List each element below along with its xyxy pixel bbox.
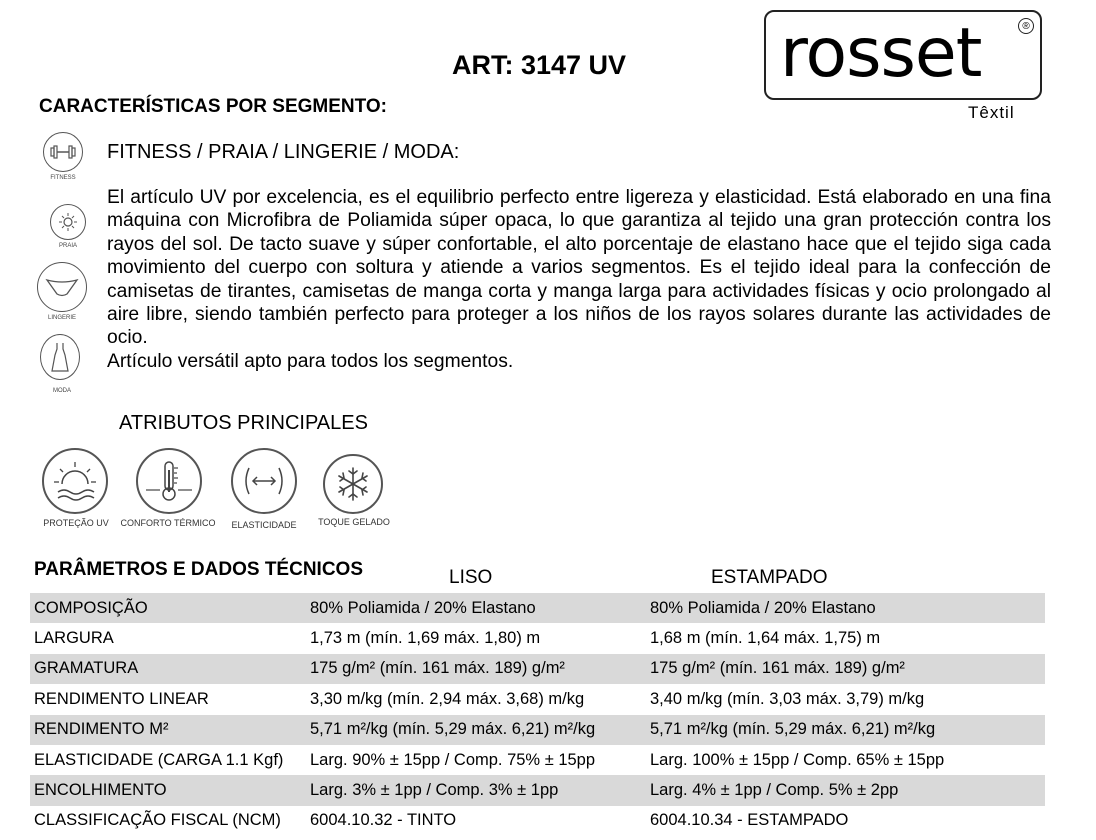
table-row (30, 775, 1045, 805)
sun-icon (50, 204, 86, 240)
attribute-caption: CONFORTO TÉRMICO (120, 518, 216, 528)
dress-icon (40, 334, 80, 380)
attribute-caption: ELASTICIDADE (231, 520, 297, 530)
table-row (30, 806, 1045, 836)
row-label: ENCOLHIMENTO (30, 775, 306, 805)
attribute-caption: PROTEÇÃO UV (43, 518, 109, 528)
uv-protection-icon (42, 448, 108, 514)
logo-subtitle: Têxtil (968, 103, 1015, 122)
cell-liso: Larg. 3% ± 1pp / Comp. 3% ± 1pp (306, 775, 646, 805)
table-row (30, 623, 1045, 653)
row-label: RENDIMENTO M² (30, 715, 306, 745)
attributes-heading: ATRIBUTOS PRINCIPALES (119, 412, 368, 434)
cell-liso: 3,30 m/kg (mín. 2,94 máx. 3,68) m/kg (310, 689, 585, 708)
segments-line: FITNESS / PRAIA / LINGERIE / MODA: (107, 141, 460, 163)
row-label: RENDIMENTO LINEAR (34, 689, 209, 708)
segment-caption: PRAIA (58, 243, 77, 249)
cell-liso: 80% Poliamida / 20% Elastano (306, 593, 646, 623)
specs-table (30, 593, 1045, 836)
cell-estampado: 6004.10.34 - ESTAMPADO (650, 811, 849, 830)
cell-estampado: 80% Poliamida / 20% Elastano (646, 593, 1045, 623)
cell-liso: 1,73 m (mín. 1,69 máx. 1,80) m (310, 629, 541, 648)
row-label: CLASSIFICAÇÃO FISCAL (NCM) (34, 811, 281, 830)
page-title: ART: 3147 UV (452, 50, 627, 80)
lingerie-icon (37, 262, 87, 312)
table-row (30, 684, 1045, 714)
cell-estampado: 3,40 m/kg (mín. 3,03 máx. 3,79) m/kg (650, 689, 925, 708)
registered-mark: ® (1018, 18, 1034, 34)
snowflake-icon (323, 454, 383, 514)
table-row (30, 745, 1045, 775)
cell-estampado: Larg. 4% ± 1pp / Comp. 5% ± 2pp (646, 775, 1045, 805)
segment-caption: MODA (53, 388, 71, 394)
row-label: LARGURA (34, 629, 114, 648)
cell-estampado: 5,71 m²/kg (mín. 5,29 máx. 6,21) m²/kg (646, 715, 1045, 745)
cell-liso: Larg. 90% ± 15pp / Comp. 75% ± 15pp (310, 750, 596, 769)
logo-brand: rosset (780, 14, 982, 93)
col-header-liso: LISO (449, 567, 493, 588)
cell-estampado: Larg. 100% ± 15pp / Comp. 65% ± 15pp (650, 750, 945, 769)
dumbbell-icon (43, 132, 83, 172)
table-row (30, 593, 1045, 623)
description (107, 186, 1051, 373)
attribute-caption: TOQUE GELADO (318, 517, 390, 527)
description-summary: Artículo versátil apto para todos los segmentos. (107, 350, 514, 372)
segment-caption: FITNESS (50, 175, 76, 181)
row-label: GRAMATURA (30, 654, 306, 684)
row-label: COMPOSIÇÃO (30, 593, 306, 623)
table-row (30, 715, 1045, 745)
cell-estampado: 175 g/m² (mín. 161 máx. 189) g/m² (646, 654, 1045, 684)
row-label: ELASTICIDADE (CARGA 1.1 Kgf) (34, 750, 284, 769)
description-body: El artículo UV por excelencia, es el equilibrio perfecto entre ligereza y elasticidad. Está elaborado en una fina máquina con Microfibra de Poliamida súper opaca, lo que garantiza al tejido una gran protección contra los rayos del sol. De tacto suave y súper confortable, el alto porcentaje de elastano hace que el tejido siga cada movimiento del cuerpo con soltura y atiende a varios segmentos. Es el tejido ideal para la confección de camisetas de tirantes, camisetas de manga corta y manga larga para actividades físicas y ocio prolongado al aire libre, siendo también perfecto para proteger a los niños de los rayos solares durante las actividades de ocio. (107, 187, 1051, 349)
cell-liso: 6004.10.32 - TINTO (310, 811, 457, 830)
segments-heading: CARACTERÍSTICAS POR SEGMENTO: (39, 96, 388, 117)
cell-estampado: 1,68 m (mín. 1,64 máx. 1,75) m (650, 629, 881, 648)
elasticity-icon (231, 448, 297, 514)
cell-liso: 5,71 m²/kg (mín. 5,29 máx. 6,21) m²/kg (306, 715, 646, 745)
thermometer-icon (136, 448, 202, 514)
segment-caption: LINGERIE (47, 315, 76, 321)
cell-liso: 175 g/m² (mín. 161 máx. 189) g/m² (306, 654, 646, 684)
table-row (30, 654, 1045, 684)
params-heading: PARÂMETROS E DADOS TÉCNICOS (34, 559, 364, 580)
col-header-estampado: ESTAMPADO (711, 567, 828, 588)
